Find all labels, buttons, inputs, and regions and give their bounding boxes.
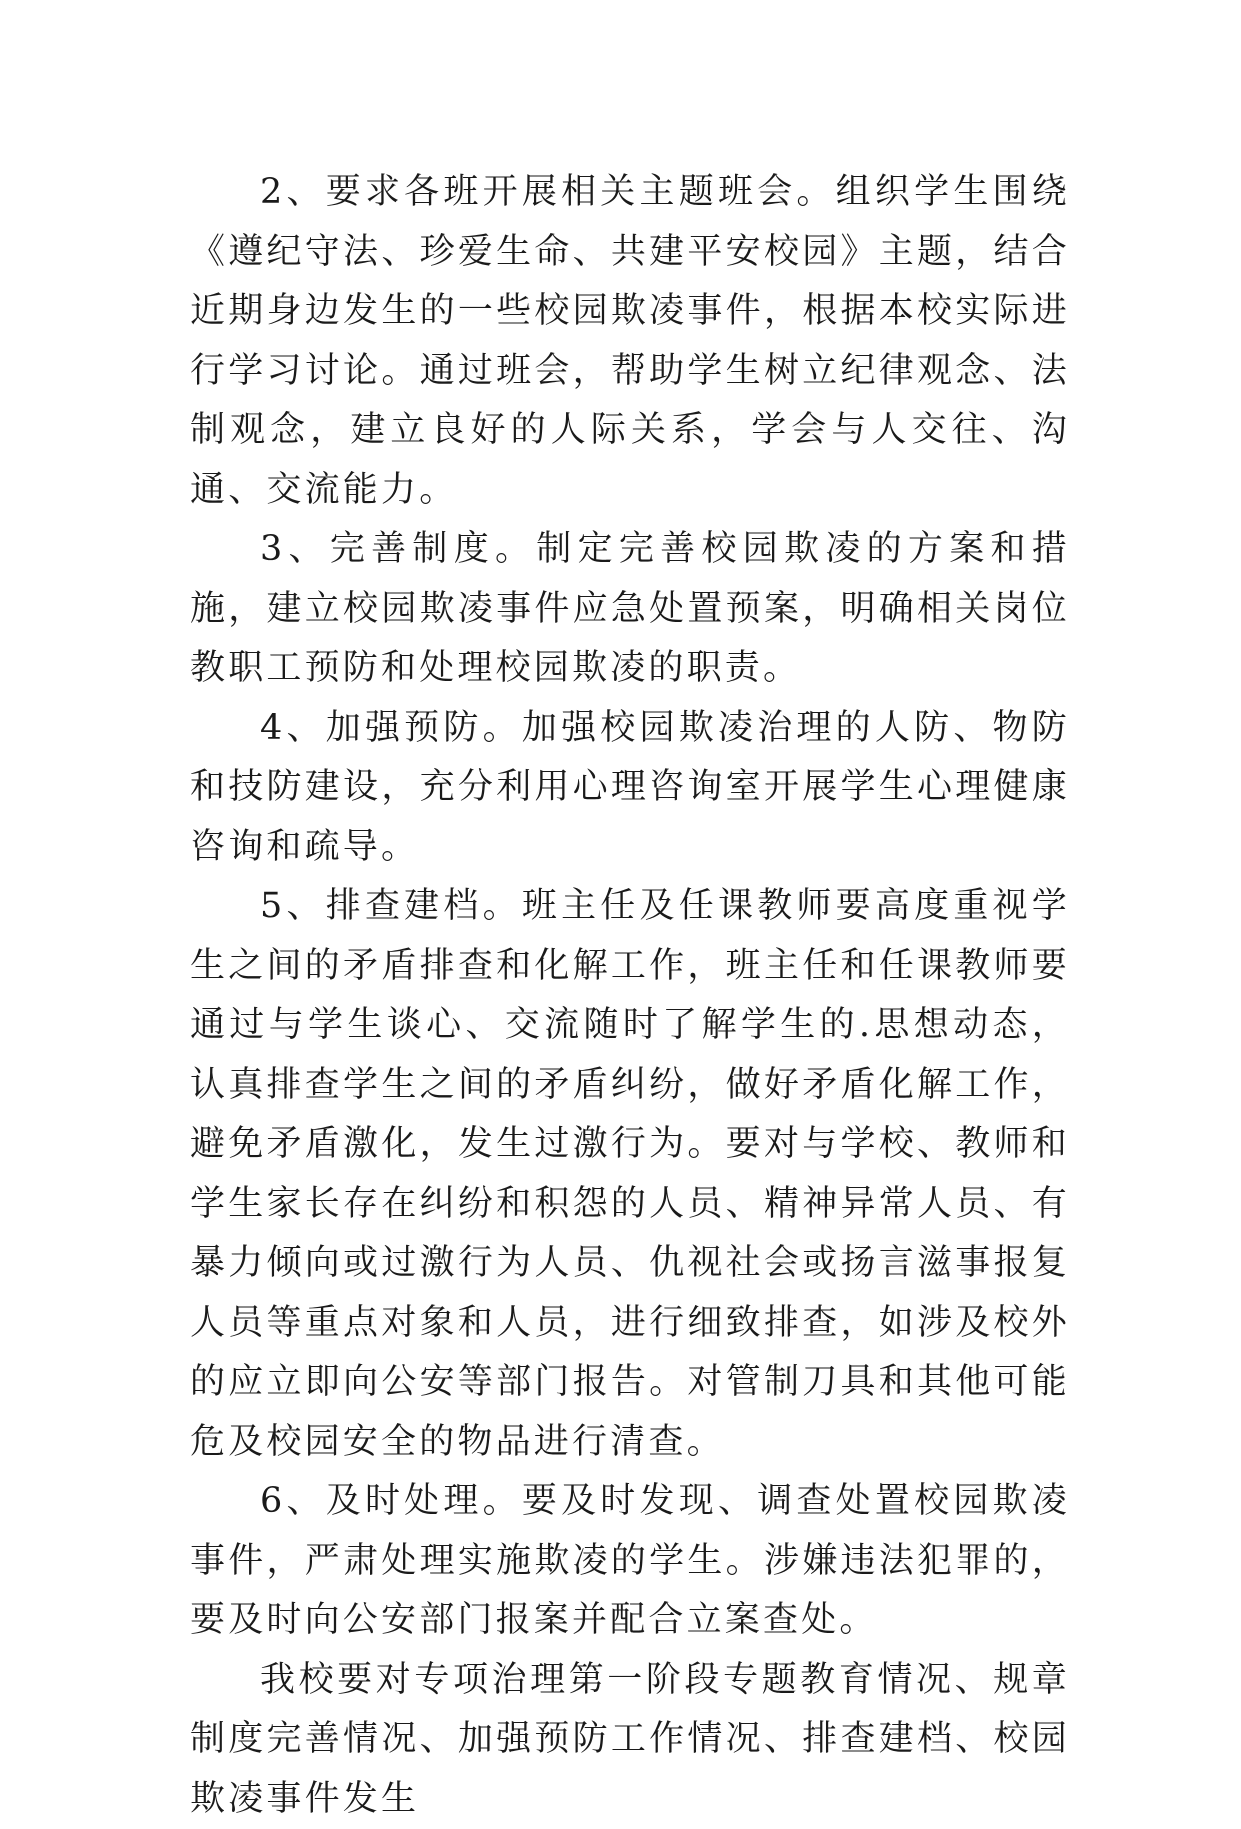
document-body <box>190 163 1070 1829</box>
paragraph-strengthen-prevention: 4、加强预防。加强校园欺凌治理的人防、物防和技防建设，充分利用心理咨询室开展学生心理健康咨询和疏导。 <box>190 699 1070 878</box>
paragraph-investigation-records: 5、排查建档。班主任及任课教师要高度重视学生之间的矛盾排查和化解工作，班主任和任课教师要通过与学生谈心、交流随时了解学生的.思想动态，认真排查学生之间的矛盾纠纷，做好矛盾化解工作，避免矛盾激化，发生过激行为。要对与学校、教师和学生家长存在纠纷和积怨的人员、精神异常人员、有暴力倾向或过激行为人员、仇视社会或扬言滋事报复人员等重点对象和人员，进行细致排查，如涉及校外的应立即向公安等部门报告。对管制刀具和其他可能危及校园安全的物品进行清查。 <box>190 877 1070 1472</box>
paragraph-timely-handling: 6、及时处理。要及时发现、调查处置校园欺凌事件，严肃处理实施欺凌的学生。涉嫌违法犯罪的，要及时向公安部门报案并配合立案查处。 <box>190 1472 1070 1651</box>
paragraph-school-review: 我校要对专项治理第一阶段专题教育情况、规章制度完善情况、加强预防工作情况、排查建档、校园欺凌事件发生 <box>190 1651 1070 1829</box>
paragraph-improve-system: 3、完善制度。制定完善校园欺凌的方案和措施，建立校园欺凌事件应急处置预案，明确相关岗位教职工预防和处理校园欺凌的职责。 <box>190 520 1070 699</box>
paragraph-theme-class-meeting: 2、要求各班开展相关主题班会。组织学生围绕《遵纪守法、珍爱生命、共建平安校园》主题，结合近期身边发生的一些校园欺凌事件，根据本校实际进行学习讨论。通过班会，帮助学生树立纪律观念、法制观念，建立良好的人际关系，学会与人交往、沟通、交流能力。 <box>190 163 1070 520</box>
